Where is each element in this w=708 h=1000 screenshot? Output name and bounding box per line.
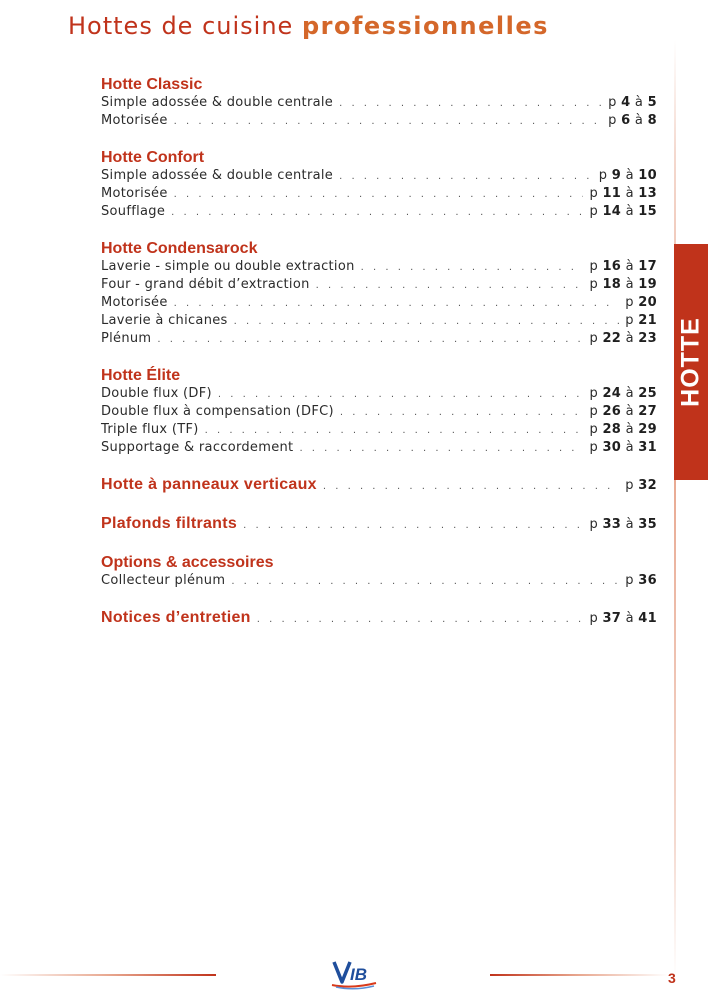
leader-dots xyxy=(174,113,602,130)
leader-dots xyxy=(157,331,583,348)
toc-section xyxy=(101,475,657,496)
leader-dots xyxy=(339,95,602,112)
toc-entry[interactable] xyxy=(101,312,657,330)
toc-entry[interactable] xyxy=(101,385,657,403)
toc-entry[interactable] xyxy=(101,185,657,203)
toc-entry-pages: p 36 xyxy=(625,573,657,588)
toc-entry[interactable] xyxy=(101,94,657,112)
toc-entry-label: Supportage & raccordement xyxy=(101,440,294,455)
toc-entry-label: Laverie à chicanes xyxy=(101,313,228,328)
toc-entry-label: Simple adossée & double centrale xyxy=(101,168,334,183)
toc-entry-pages: p 33 à 35 xyxy=(589,517,657,532)
leader-dots xyxy=(205,422,584,439)
toc-entry[interactable] xyxy=(101,330,657,348)
toc-section-title[interactable]: Hotte Condensarock xyxy=(101,240,258,257)
toc-entry-pages: p 14 à 15 xyxy=(589,204,657,219)
toc-section-title[interactable]: Options & accessoires xyxy=(101,554,274,571)
toc-entry-main[interactable] xyxy=(101,475,657,496)
toc-entry-label: Motorisée xyxy=(101,113,168,128)
toc-entry[interactable] xyxy=(101,203,657,221)
toc-entry-label: Laverie - simple ou double extraction xyxy=(101,259,355,274)
toc-section xyxy=(101,239,657,348)
toc-entry-pages: p 18 à 19 xyxy=(589,277,657,292)
toc-entry-label: Motorisée xyxy=(101,295,168,310)
leader-dots xyxy=(234,313,620,330)
leader-dots xyxy=(257,610,584,629)
toc-entry[interactable] xyxy=(101,403,657,421)
toc-entry-pages: p 28 à 29 xyxy=(589,422,657,437)
toc-entry-label: Notices d’entretien xyxy=(101,609,251,626)
toc-entry-pages: p 24 à 25 xyxy=(589,386,657,401)
leader-dots xyxy=(340,404,584,421)
toc-entry[interactable] xyxy=(101,439,657,457)
toc-entry-label: Soufflage xyxy=(101,204,166,219)
page-title-light: Hottes de cuisine xyxy=(68,12,294,40)
toc-entry[interactable] xyxy=(101,258,657,276)
toc-entry-label: Four - grand débit d’extraction xyxy=(101,277,310,292)
toc-section xyxy=(101,608,657,629)
toc-entry-main[interactable] xyxy=(101,514,657,535)
side-tab-label: HOTTE xyxy=(676,317,705,407)
footer-rule-right xyxy=(490,974,668,976)
toc-entry-pages: p 30 à 31 xyxy=(589,440,657,455)
toc-entry[interactable] xyxy=(101,167,657,185)
table-of-contents xyxy=(101,75,657,647)
footer-rule-left xyxy=(0,974,216,976)
toc-entry-label: Collecteur plénum xyxy=(101,573,226,588)
toc-entry-pages: p 22 à 23 xyxy=(589,331,657,346)
toc-entry[interactable] xyxy=(101,421,657,439)
toc-entry-label: Plafonds filtrants xyxy=(101,515,238,532)
leader-dots xyxy=(339,168,593,185)
toc-section-title[interactable]: Hotte Confort xyxy=(101,149,205,166)
leader-dots xyxy=(243,516,583,535)
leader-dots xyxy=(323,477,619,496)
toc-entry-pages: p 20 xyxy=(625,295,657,310)
toc-entry-pages: p 37 à 41 xyxy=(589,611,657,626)
toc-entry[interactable] xyxy=(101,276,657,294)
toc-entry[interactable] xyxy=(101,294,657,312)
toc-section xyxy=(101,366,657,457)
vib-logo xyxy=(330,956,378,990)
toc-entry-main[interactable] xyxy=(101,608,657,629)
toc-entry-label: Triple flux (TF) xyxy=(101,422,199,437)
toc-entry-pages: p 21 xyxy=(625,313,657,328)
leader-dots xyxy=(218,386,584,403)
toc-entry[interactable] xyxy=(101,112,657,130)
toc-entry-label: Plénum xyxy=(101,331,152,346)
page-title xyxy=(68,12,549,40)
toc-entry-pages: p 6 à 8 xyxy=(608,113,657,128)
toc-section xyxy=(101,553,657,590)
leader-dots xyxy=(174,186,584,203)
leader-dots xyxy=(316,277,584,294)
leader-dots xyxy=(171,204,583,221)
toc-entry-pages: p 16 à 17 xyxy=(589,259,657,274)
toc-entry-pages: p 9 à 10 xyxy=(598,168,657,183)
toc-entry-pages: p 26 à 27 xyxy=(589,404,657,419)
toc-entry-label: Simple adossée & double centrale xyxy=(101,95,334,110)
toc-entry-label: Hotte à panneaux verticaux xyxy=(101,476,317,493)
toc-section-title[interactable]: Hotte Élite xyxy=(101,367,181,384)
leader-dots xyxy=(231,573,619,590)
leader-dots xyxy=(299,440,583,457)
side-tab[interactable] xyxy=(674,244,708,480)
page-number: 3 xyxy=(668,970,676,986)
toc-section-title[interactable]: Hotte Classic xyxy=(101,76,203,93)
page-title-bold: professionnelles xyxy=(301,12,549,40)
leader-dots xyxy=(174,295,620,312)
toc-section xyxy=(101,514,657,535)
toc-entry-label: Motorisée xyxy=(101,186,168,201)
toc-entry-pages: p 11 à 13 xyxy=(589,186,657,201)
toc-entry-label: Double flux (DF) xyxy=(101,386,212,401)
toc-entry-pages: p 32 xyxy=(625,478,657,493)
leader-dots xyxy=(361,259,584,276)
toc-entry-label: Double flux à compensation (DFC) xyxy=(101,404,334,419)
svg-text:IB: IB xyxy=(350,965,367,984)
toc-section xyxy=(101,75,657,130)
toc-entry-pages: p 4 à 5 xyxy=(608,95,657,110)
toc-section xyxy=(101,148,657,221)
toc-entry[interactable] xyxy=(101,572,657,590)
side-rule xyxy=(674,40,676,980)
